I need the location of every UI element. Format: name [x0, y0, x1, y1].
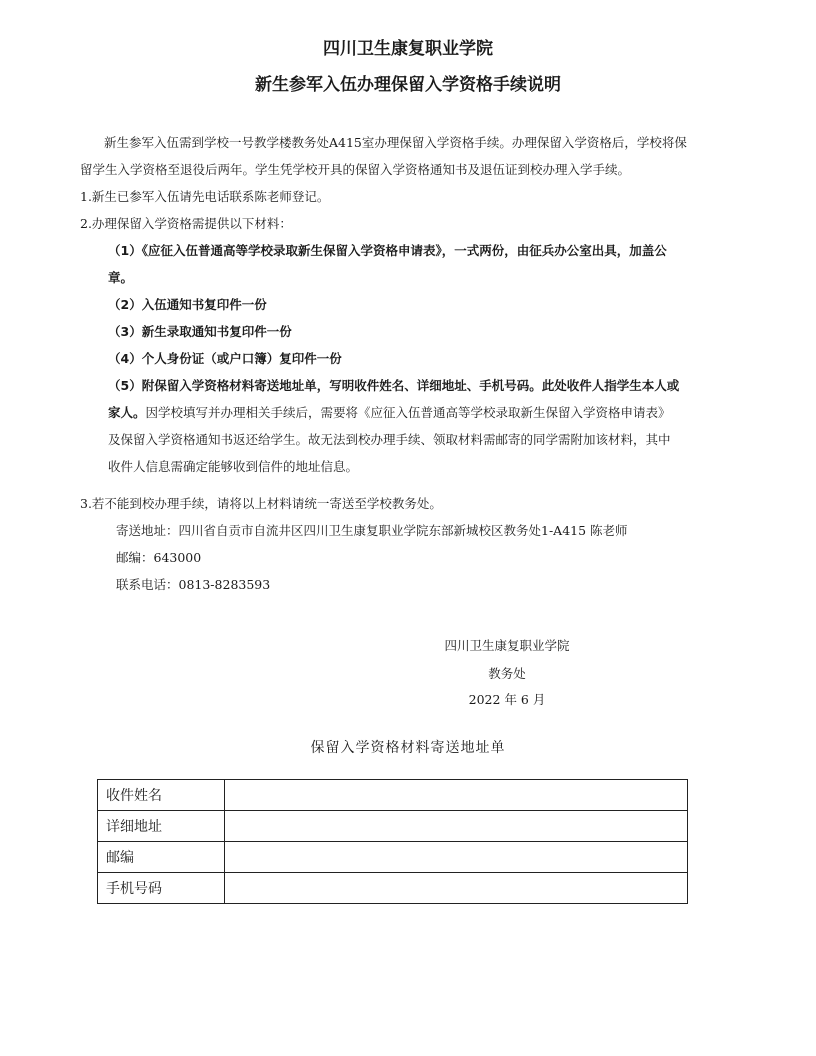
- recipient-name-field[interactable]: [225, 780, 688, 811]
- material-5-line-1: （5）附保留入学资格材料寄送地址单，写明收件姓名、详细地址、手机号码。此处收件人指学生本人或: [108, 378, 680, 393]
- address-form-table: [97, 779, 688, 904]
- intro-paragraph-line-1: 新生参军入伍需到学校一号教学楼教务处A415室办理保留入学资格手续。办理保留入学资格后，学校将保: [104, 135, 687, 150]
- postcode-field[interactable]: [225, 842, 688, 873]
- table-row: [98, 780, 688, 811]
- material-5-line-4: 收件人信息需确定能够收到信件的地址信息。: [108, 459, 359, 474]
- contact-phone: 联系电话：0813-8283593: [116, 577, 271, 592]
- phone-field[interactable]: [225, 873, 688, 904]
- table-row: [98, 811, 688, 842]
- point-2: 2.办理保留入学资格需提供以下材料：: [80, 216, 292, 231]
- material-5-line-2: [108, 400, 671, 426]
- table-row: [98, 842, 688, 873]
- material-5-line-3: 及保留入学资格通知书返还给学生。故无法到校办理手续、领取材料需邮寄的同学需附加该材料，其中: [108, 432, 671, 447]
- signature-date: 2022 年 6 月: [468, 692, 546, 707]
- address-field[interactable]: [225, 811, 688, 842]
- material-5-line-2-text: 因学校填写并办理相关手续后，需要将《应征入伍普通高等学校录取新生保留入学资格申请表》: [145, 405, 671, 420]
- material-1-line-1: （1）《应征入伍普通高等学校录取新生保留入学资格申请表》，一式两份，由征兵办公室出具，加盖公: [108, 243, 667, 258]
- point-1: 1.新生已参军入伍请先电话联系陈老师登记。: [80, 189, 330, 204]
- address-form-title: 保留入学资格材料寄送地址单: [310, 740, 506, 756]
- intro-paragraph-line-2: 留学生入学资格至退役后两年。学生凭学校开具的保留入学资格通知书及退伍证到校办理入学手续。: [80, 162, 631, 177]
- point-3: 3.若不能到校办理手续，请将以上材料请统一寄送至学校教务处。: [80, 496, 442, 511]
- material-2: （2）入伍通知书复印件一份: [108, 297, 267, 312]
- phone-label: 手机号码: [98, 873, 225, 904]
- table-row: [98, 873, 688, 904]
- material-4: （4）个人身份证（或户口簿）复印件一份: [108, 351, 342, 366]
- material-3: （3）新生录取通知书复印件一份: [108, 324, 292, 339]
- address-label: 详细地址: [98, 811, 225, 842]
- postcode: 邮编：643000: [116, 550, 202, 565]
- signature-dept: 教务处: [488, 666, 526, 681]
- material-1-line-2: 章。: [108, 270, 134, 285]
- recipient-name-label: 收件姓名: [98, 780, 225, 811]
- postcode-label: 邮编: [98, 842, 225, 873]
- signature-org: 四川卫生康复职业学院: [444, 638, 570, 653]
- document-title: 新生参军入伍办理保留入学资格手续说明: [255, 75, 561, 95]
- mailing-address: 寄送地址：四川省自贡市自流井区四川卫生康复职业学院东部新城校区教务处1-A415 陈老师: [116, 523, 628, 538]
- material-5-emphasis: 家人。: [108, 405, 146, 420]
- school-name: 四川卫生康复职业学院: [323, 39, 493, 59]
